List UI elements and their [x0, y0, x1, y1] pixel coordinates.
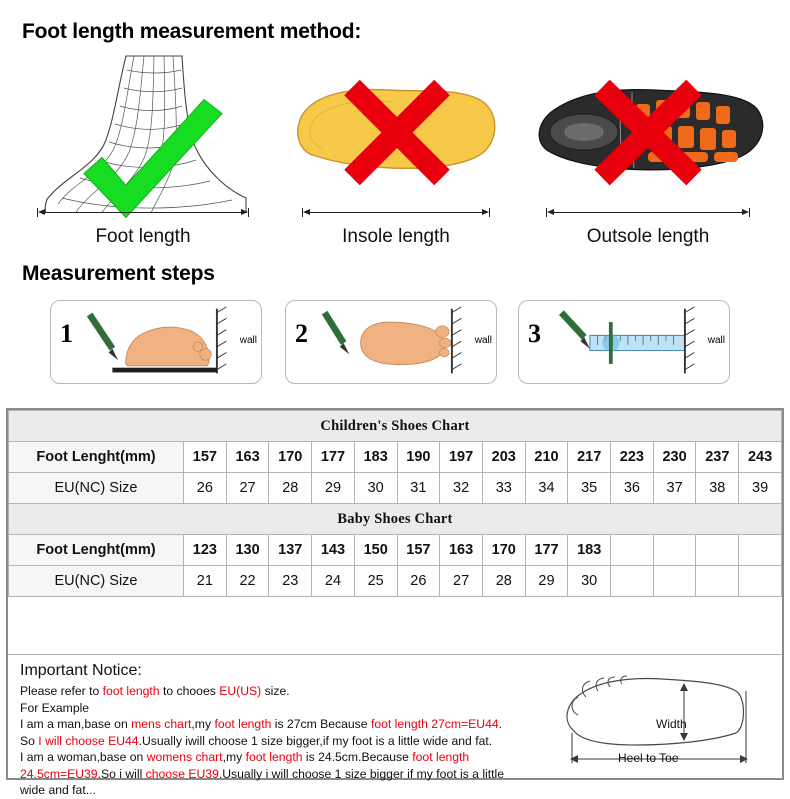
width-label: Width	[656, 717, 687, 731]
size-chart-table	[8, 410, 782, 597]
notice-line-7: wide and fat...	[20, 783, 96, 797]
cell: 32	[440, 473, 483, 504]
text-highlight: foot length	[214, 717, 272, 731]
cell: 197	[440, 442, 483, 473]
cell: 30	[568, 566, 611, 597]
cell: 243	[739, 442, 782, 473]
text: is 27cm Because	[271, 717, 371, 731]
cell: 24	[312, 566, 355, 597]
row-label: EU(NC) Size	[9, 566, 184, 597]
text: Please refer to	[20, 684, 103, 698]
wall-label: wall	[239, 335, 257, 346]
table-row	[9, 442, 782, 473]
cell: 190	[397, 442, 440, 473]
illustration-row	[0, 48, 790, 248]
important-notice-section	[8, 654, 782, 797]
size-chart-block	[6, 408, 784, 797]
page-title-foot-length-method: Foot length measurement method:	[22, 20, 362, 43]
table-row	[9, 566, 782, 597]
measurement-steps-row	[0, 300, 790, 396]
cell: 36	[611, 473, 654, 504]
cell: 30	[354, 473, 397, 504]
table-row	[9, 535, 782, 566]
text: size.	[261, 684, 290, 698]
row-label: EU(NC) Size	[9, 473, 184, 504]
notice-line-1	[20, 684, 540, 700]
text: .Usually iwill choose 1 size bigger,if my foot is a little wide and fat.	[138, 733, 493, 748]
notice-body	[20, 684, 540, 799]
cell	[739, 566, 782, 597]
text: .So i will	[97, 766, 146, 781]
cell	[653, 566, 696, 597]
text: .Usually i will choose 1 size bigger if my foot is a little	[218, 766, 505, 781]
cell: 210	[525, 442, 568, 473]
cell	[696, 535, 739, 566]
dimension-bar	[300, 208, 492, 218]
cell: 157	[184, 442, 227, 473]
foot-top-against-wall-icon	[316, 305, 470, 381]
illustration-caption: Insole length	[342, 226, 450, 247]
text-highlight: I will choose EU44	[38, 733, 139, 748]
cell: 25	[354, 566, 397, 597]
page-title-measurement-steps: Measurement steps	[22, 262, 215, 285]
step-card-1	[50, 300, 262, 384]
cell: 183	[354, 442, 397, 473]
dimension-bar	[35, 208, 252, 218]
row-label: Foot Lenght(mm)	[9, 535, 184, 566]
cell: 237	[696, 442, 739, 473]
text: .	[498, 717, 503, 731]
cell: 27	[440, 566, 483, 597]
cell: 130	[226, 535, 269, 566]
notice-line-5	[20, 750, 540, 766]
step-number: 2	[295, 319, 308, 348]
insole-icon	[282, 48, 510, 213]
row-label: Foot Lenght(mm)	[9, 442, 184, 473]
cell: 28	[269, 473, 312, 504]
foot-side-against-wall-icon	[81, 305, 235, 381]
section-title: Baby Shoes Chart	[9, 504, 782, 535]
step-number: 3	[528, 319, 541, 348]
text: is 24.5cm.Because	[302, 750, 413, 764]
text-highlight: EU(US)	[219, 684, 262, 698]
heel-to-toe-label: Heel to Toe	[618, 751, 679, 765]
text-highlight: choose EU39	[145, 766, 219, 781]
illustration-insole-length	[282, 48, 510, 248]
text-highlight: womens chart	[146, 750, 223, 764]
step-number: 1	[60, 319, 73, 348]
dimension-bar	[544, 208, 752, 218]
cell: 223	[611, 442, 654, 473]
cell: 38	[696, 473, 739, 504]
cell: 39	[739, 473, 782, 504]
section-title: Children's Shoes Chart	[9, 411, 782, 442]
cell: 163	[440, 535, 483, 566]
notice-title: Important Notice:	[20, 662, 142, 679]
text: ,my	[191, 717, 215, 731]
foot-mesh-icon	[14, 48, 272, 213]
cell	[611, 566, 654, 597]
text-highlight: 24.5cm=EU39	[20, 766, 98, 781]
cell: 29	[312, 473, 355, 504]
cell	[739, 535, 782, 566]
cell: 217	[568, 442, 611, 473]
notice-line-4	[20, 734, 540, 750]
table-section-header-row	[9, 411, 782, 442]
cell: 163	[226, 442, 269, 473]
illustration-outsole-length	[524, 48, 772, 248]
cell	[611, 535, 654, 566]
illustration-caption: Foot length	[95, 226, 191, 247]
cell: 21	[184, 566, 227, 597]
cell: 203	[482, 442, 525, 473]
step-card-3	[518, 300, 730, 384]
cell: 157	[397, 535, 440, 566]
cell: 143	[312, 535, 355, 566]
cell: 34	[525, 473, 568, 504]
cell: 177	[525, 535, 568, 566]
text: I am a woman,base on	[20, 750, 147, 764]
cell: 35	[568, 473, 611, 504]
cell: 28	[482, 566, 525, 597]
text-highlight: foot length	[245, 750, 303, 764]
table-section-header-row	[9, 504, 782, 535]
wall-label: wall	[474, 335, 492, 346]
notice-line-2: For Example	[20, 700, 90, 715]
cell: 137	[269, 535, 312, 566]
text: to chooes	[159, 684, 220, 698]
cell: 183	[568, 535, 611, 566]
cell: 26	[397, 566, 440, 597]
cell: 177	[312, 442, 355, 473]
ruler-against-wall-icon	[549, 305, 703, 381]
cell: 22	[226, 566, 269, 597]
illustration-foot-length	[14, 48, 272, 248]
table-row	[9, 473, 782, 504]
cell: 37	[653, 473, 696, 504]
cell: 150	[354, 535, 397, 566]
text-highlight: mens chart	[131, 717, 192, 731]
text-highlight: foot length	[102, 684, 160, 698]
illustration-caption: Outsole length	[586, 226, 710, 247]
outsole-icon	[524, 48, 772, 213]
step-card-2	[285, 300, 497, 384]
foot-measure-diagram	[556, 669, 766, 773]
cell: 123	[184, 535, 227, 566]
text-highlight: foot length 27cm=EU44	[370, 717, 499, 731]
cell	[653, 535, 696, 566]
text: ,my	[222, 750, 246, 764]
cell: 27	[226, 473, 269, 504]
cell: 170	[269, 442, 312, 473]
cell: 170	[482, 535, 525, 566]
cell	[696, 566, 739, 597]
cell: 230	[653, 442, 696, 473]
text: I am a man,base on	[20, 717, 132, 731]
cell: 23	[269, 566, 312, 597]
text-highlight: foot length	[412, 750, 470, 764]
cell: 33	[482, 473, 525, 504]
cell: 31	[397, 473, 440, 504]
notice-line-6	[20, 767, 540, 783]
cell: 26	[184, 473, 227, 504]
wall-label: wall	[707, 335, 725, 346]
notice-line-3	[20, 717, 540, 733]
text: So	[20, 733, 39, 748]
cell: 29	[525, 566, 568, 597]
